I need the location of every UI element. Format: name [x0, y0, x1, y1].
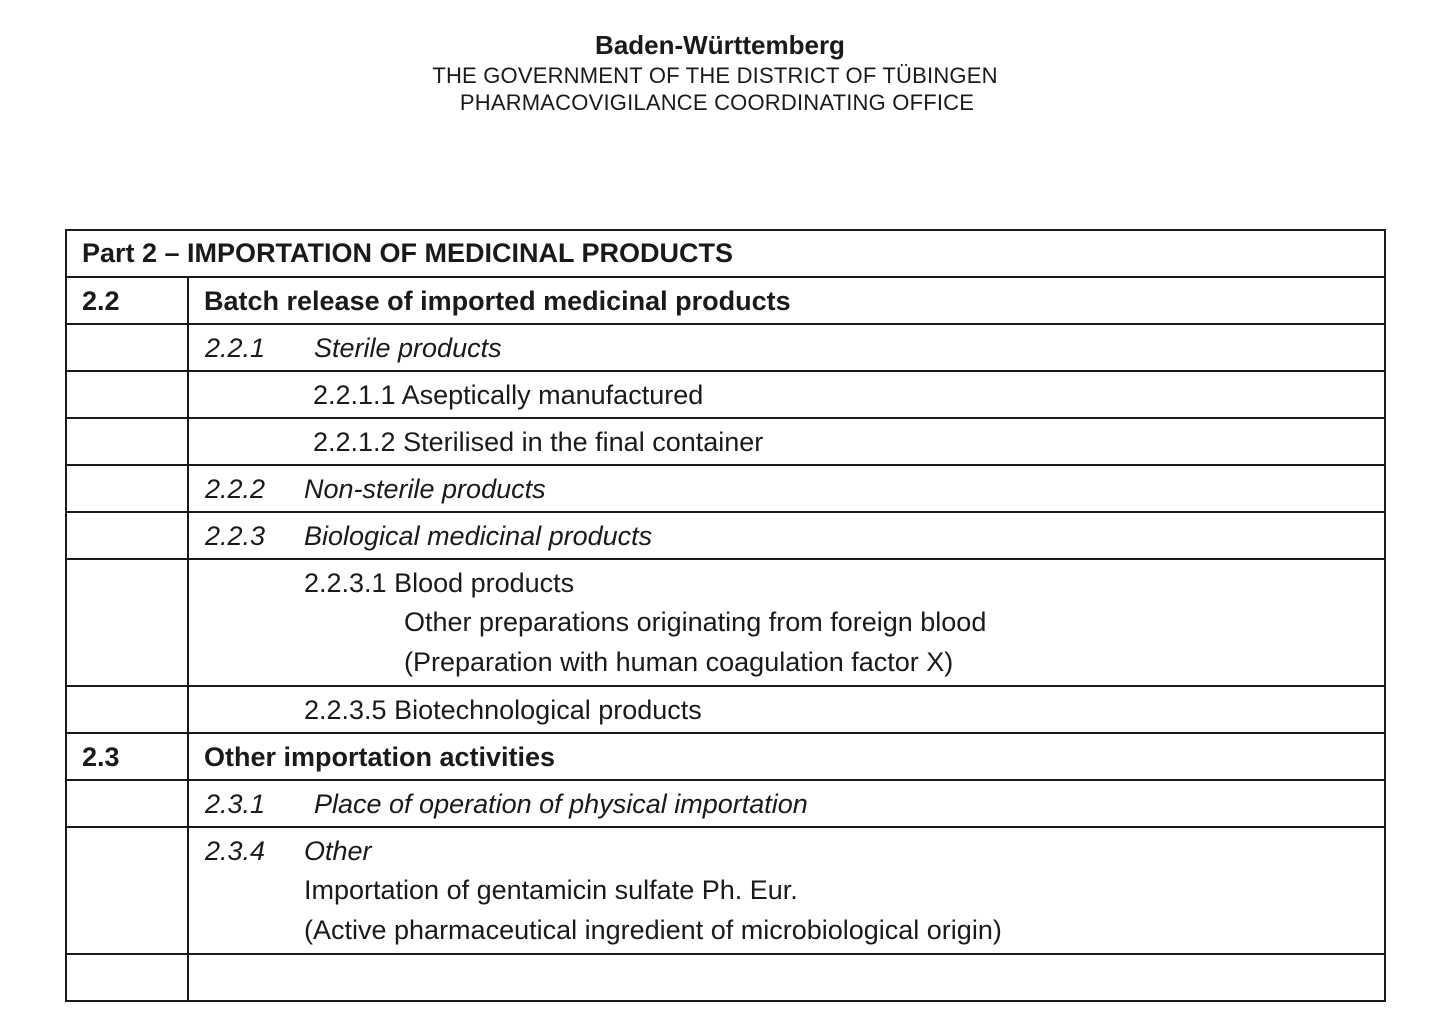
table-row-2-3-4	[66, 827, 1385, 954]
subsection-number: 2.2.2	[205, 474, 266, 504]
section-number: 2.3	[66, 733, 188, 780]
table-row-empty	[66, 954, 1385, 1001]
header-state: Baden-Württemberg	[595, 30, 845, 60]
empty-cell	[66, 324, 188, 371]
subsection-cell	[188, 324, 1385, 371]
empty-cell	[66, 780, 188, 827]
subsection-number: 2.3.1	[205, 789, 266, 819]
item-detail: Other preparations originating from foreign blood	[404, 607, 987, 637]
subsection-cell	[188, 465, 1385, 512]
importation-table	[65, 229, 1386, 1002]
header-office: PHARMACOVIGILANCE COORDINATING OFFICE	[459, 90, 975, 115]
subsection-cell	[188, 512, 1385, 559]
section-title: Other importation activities	[204, 742, 556, 772]
subsection-cell	[188, 827, 1385, 954]
section-cell	[188, 277, 1385, 324]
item-text: 2.2.3.1 Blood products	[304, 568, 575, 598]
table-row-part-title	[66, 230, 1385, 277]
item-detail: (Preparation with human coagulation factor X)	[404, 647, 954, 677]
item-text: 2.2.1.2 Sterilised in the final container	[313, 427, 764, 457]
subsection-title: Sterile products	[314, 333, 502, 363]
table-row-2-3	[66, 733, 1385, 780]
part-title: Part 2 – IMPORTATION OF MEDICINAL PRODUCTS	[66, 230, 1385, 277]
empty-cell	[66, 512, 188, 559]
item-cell	[188, 418, 1385, 465]
item-detail: Importation of gentamicin sulfate Ph. Eur.	[304, 875, 798, 905]
empty-cell	[66, 827, 188, 954]
table-row-2-2	[66, 277, 1385, 324]
section-cell	[188, 733, 1385, 780]
table-row-2-2-3-1	[66, 559, 1385, 686]
empty-cell	[66, 954, 188, 1001]
section-title: Batch release of imported medicinal products	[204, 286, 791, 316]
table-row-2-2-3	[66, 512, 1385, 559]
subsection-number: 2.2.3	[205, 521, 266, 551]
subsection-title: Other	[304, 836, 372, 866]
subsection-title: Biological medicinal products	[304, 521, 653, 551]
table-row-2-2-2	[66, 465, 1385, 512]
subsection-number: 2.2.1	[205, 333, 266, 363]
table-row-2-2-1-2	[66, 418, 1385, 465]
table-row-2-2-1-1	[66, 371, 1385, 418]
item-text: 2.2.3.5 Biotechnological products	[304, 695, 702, 725]
subsection-title: Non-sterile products	[304, 474, 546, 504]
table-row-2-3-1	[66, 780, 1385, 827]
table-row-2-2-1	[66, 324, 1385, 371]
item-text: 2.2.1.1 Aseptically manufactured	[313, 380, 704, 410]
subsection-number: 2.3.4	[205, 836, 266, 866]
empty-cell	[66, 559, 188, 686]
item-cell	[188, 559, 1385, 686]
section-number: 2.2	[66, 277, 188, 324]
empty-cell	[66, 371, 188, 418]
item-cell	[188, 686, 1385, 733]
header-government: THE GOVERNMENT OF THE DISTRICT OF TÜBINGEN	[432, 63, 998, 88]
empty-cell	[66, 465, 188, 512]
subsection-title: Place of operation of physical importation	[314, 789, 808, 819]
subsection-cell	[188, 780, 1385, 827]
item-cell	[188, 371, 1385, 418]
table-row-2-2-3-5	[66, 686, 1385, 733]
empty-cell	[66, 418, 188, 465]
item-detail: (Active pharmaceutical ingredient of microbiological origin)	[304, 915, 1002, 945]
empty-cell	[188, 954, 1385, 1001]
empty-cell	[66, 686, 188, 733]
